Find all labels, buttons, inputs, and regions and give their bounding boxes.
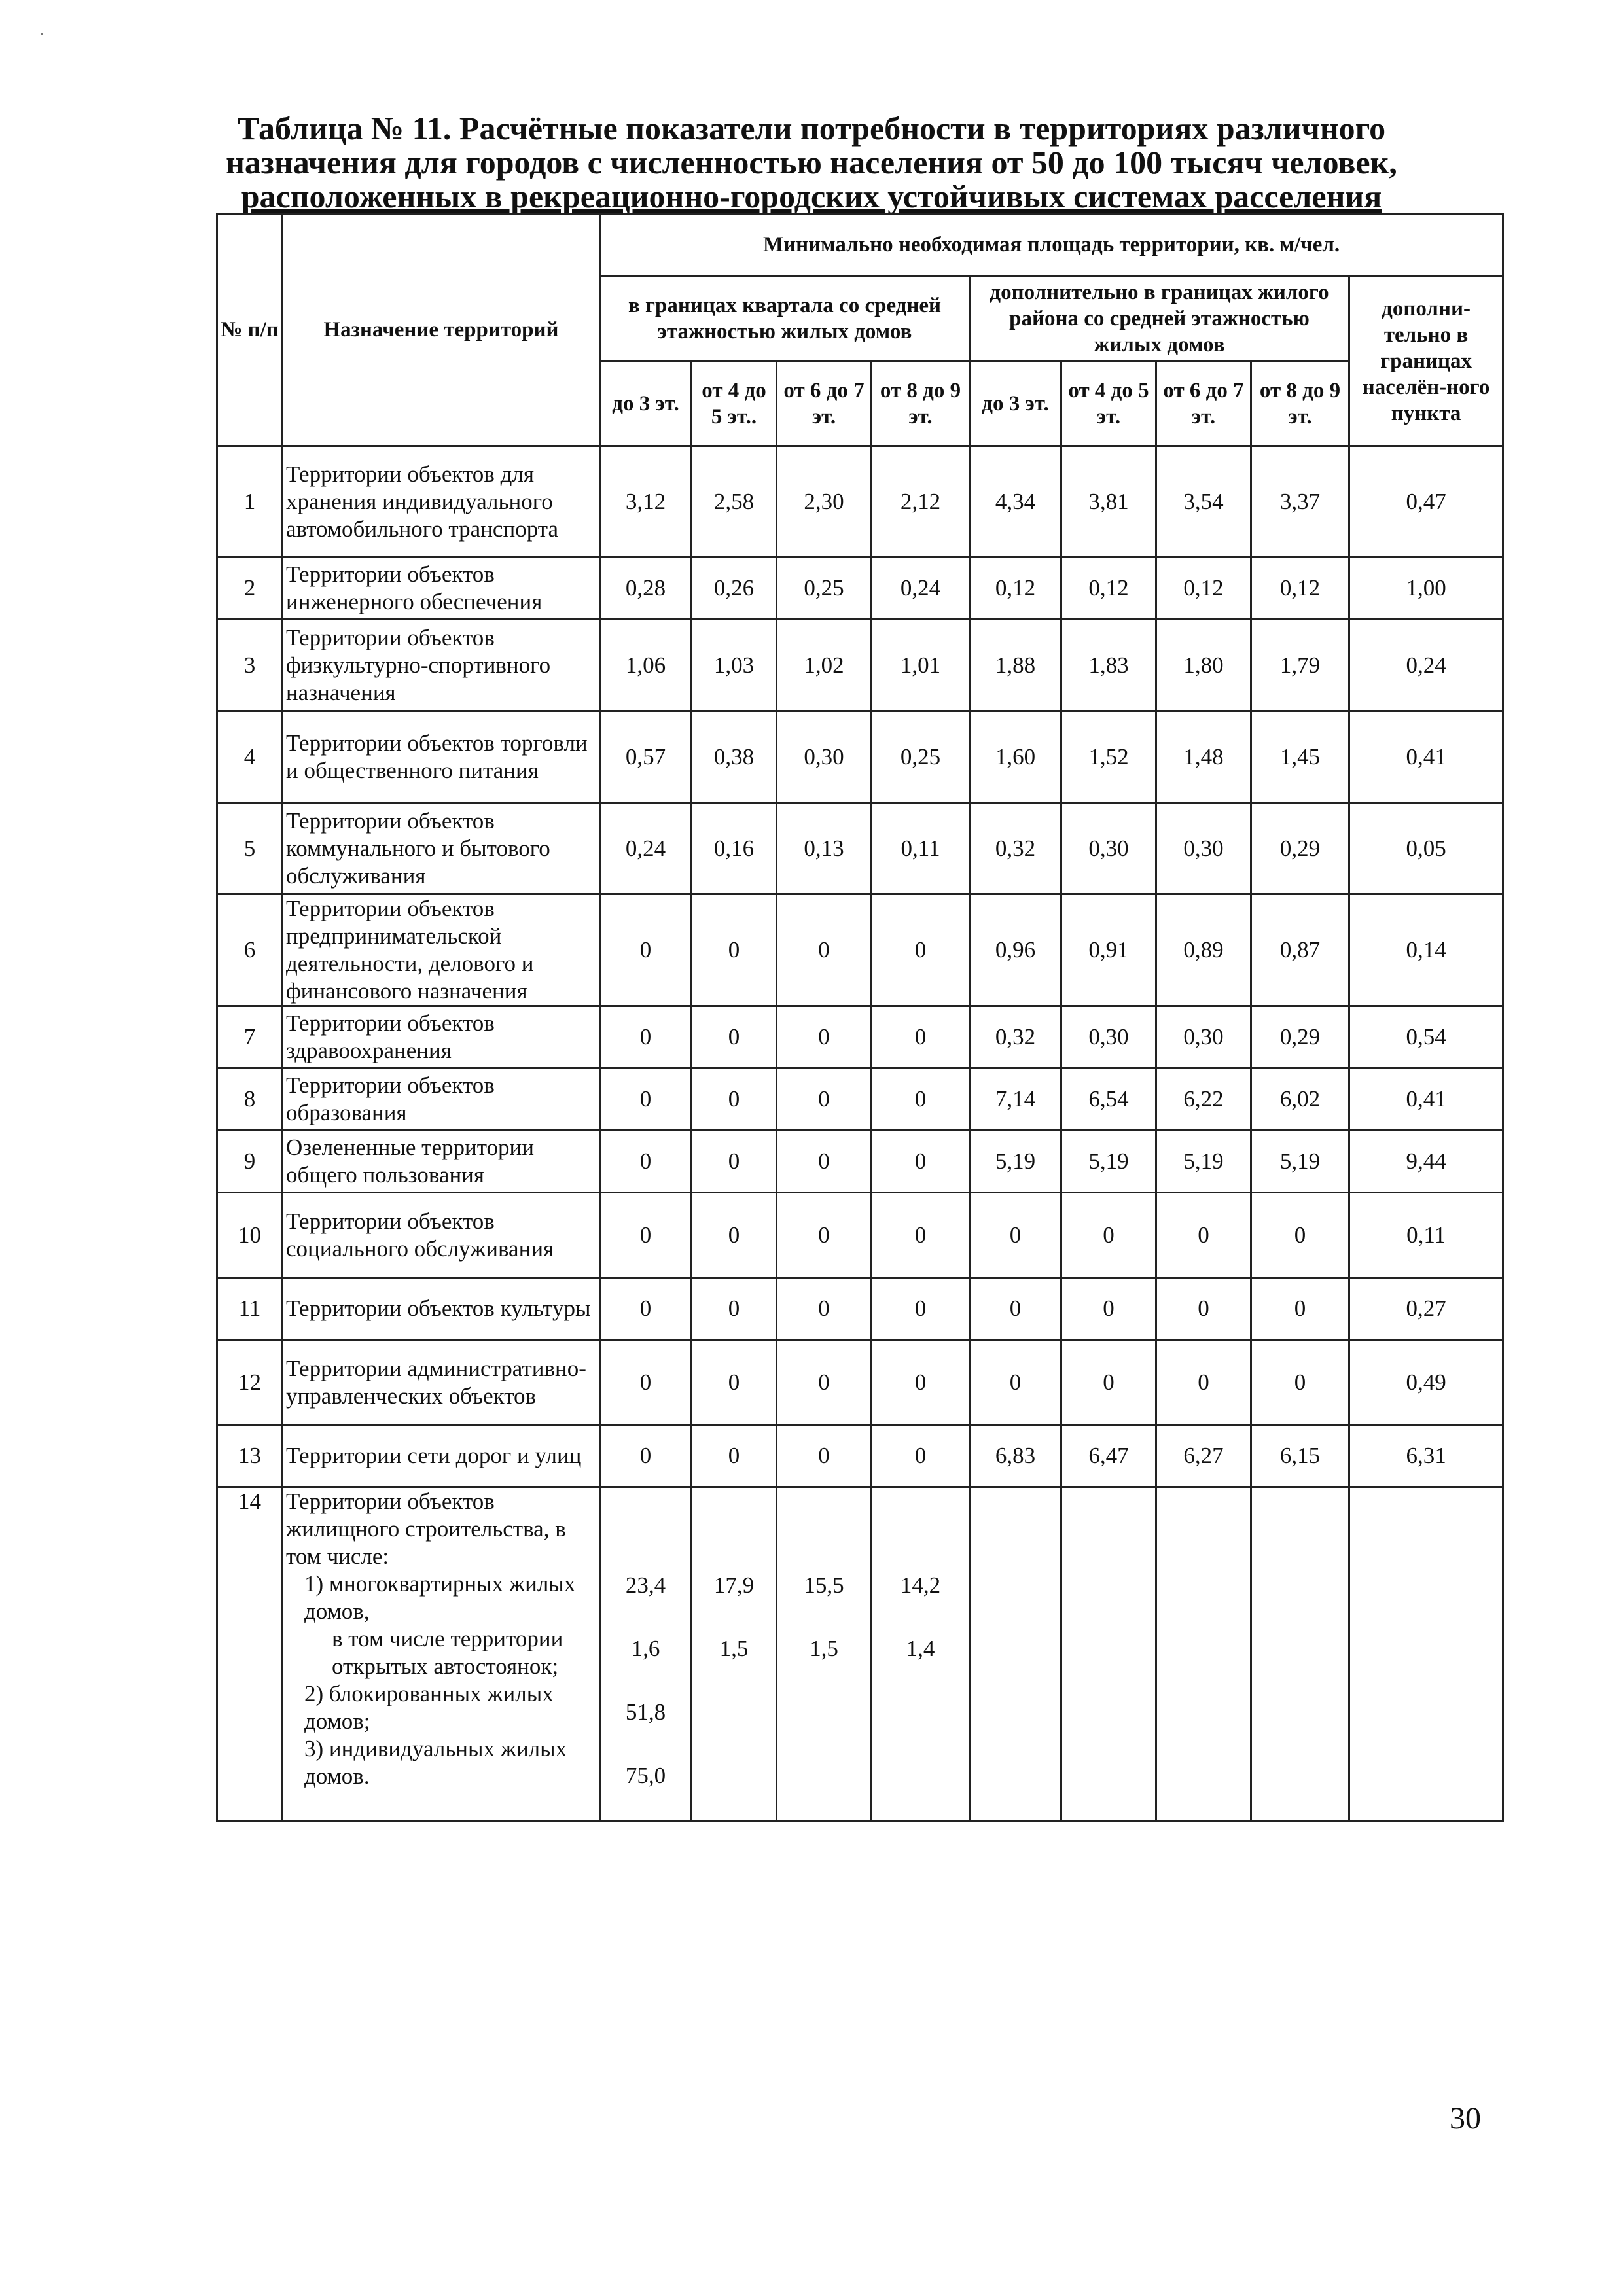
row-value: 0,12	[1156, 557, 1251, 620]
row14-value: 23,4	[625, 1572, 666, 1598]
row-value: 4,34	[970, 446, 1061, 557]
row-value: 0	[692, 1193, 777, 1278]
row-value: 0	[1251, 1193, 1349, 1278]
row-value: 1,52	[1061, 711, 1156, 803]
table-title	[216, 111, 1407, 213]
row-value: 0	[692, 1006, 777, 1069]
row-value	[692, 1487, 777, 1821]
row-value: 0,11	[1349, 1193, 1503, 1278]
row-value: 0,47	[1349, 446, 1503, 557]
title-line-1: Таблица № 11. Расчётные показатели потребности в территориях различного	[237, 110, 1386, 147]
row-value: 0,89	[1156, 894, 1251, 1006]
row-value: 1,45	[1251, 711, 1349, 803]
row-value: 0,30	[777, 711, 872, 803]
header-group-block: в границах квартала со средней этажностью жилых домов	[600, 276, 970, 361]
row-value: 0	[1156, 1193, 1251, 1278]
row14-sub2: 2) блокированных жилых домов;	[304, 1681, 554, 1734]
row-purpose: Территории объектов торговли и общественного питания	[283, 711, 600, 803]
row-value: 6,02	[1251, 1069, 1349, 1131]
row-value: 0,32	[970, 1006, 1061, 1069]
row-value: 0	[600, 1006, 692, 1069]
row14-sub1-parking: в том числе территории открытых автостоянок;	[332, 1626, 563, 1679]
empty-cell	[1061, 1487, 1156, 1821]
table-row	[217, 1069, 1503, 1131]
row-value: 0	[1251, 1278, 1349, 1340]
row-value: 0	[777, 1006, 872, 1069]
row-value: 0,25	[872, 711, 970, 803]
row-value: 0,14	[1349, 894, 1503, 1006]
header-group-district: дополнительно в границах жилого района со средней этажностью жилых домов	[970, 276, 1349, 361]
row-value: 0	[692, 1131, 777, 1193]
row-value: 0,87	[1251, 894, 1349, 1006]
row-number: 11	[217, 1278, 283, 1340]
row-value: 0,13	[777, 803, 872, 894]
row-number: 9	[217, 1131, 283, 1193]
table-row	[217, 1425, 1503, 1487]
row-value: 0	[692, 1340, 777, 1425]
row-value	[872, 1487, 970, 1821]
row-value: 1,60	[970, 711, 1061, 803]
row14-value: 51,8	[625, 1699, 666, 1725]
row-number: 1	[217, 446, 283, 557]
row-value: 0	[970, 1340, 1061, 1425]
row-value: 0	[600, 1131, 692, 1193]
header-floor-district-1: до 3 эт.	[970, 361, 1061, 446]
table-row	[217, 1131, 1503, 1193]
row14-value: 1,5	[719, 1636, 749, 1661]
row14-sub3: 3) индивидуальных жилых домов.	[304, 1736, 567, 1789]
row-value: 0,25	[777, 557, 872, 620]
row14-value: 1,5	[810, 1636, 838, 1661]
row-value: 0	[872, 1278, 970, 1340]
row-value: 0	[692, 1069, 777, 1131]
table-row	[217, 620, 1503, 711]
page-number: 30	[1450, 2101, 1481, 2136]
row14-title: Территории объектов жилищного строительства, в том числе:	[286, 1489, 566, 1569]
row-value: 0	[1156, 1340, 1251, 1425]
row-value: 0,05	[1349, 803, 1503, 894]
row-value: 5,19	[1061, 1131, 1156, 1193]
row-value: 2,12	[872, 446, 970, 557]
row-value: 0	[600, 1278, 692, 1340]
table-row	[217, 446, 1503, 557]
row14-value: 14,2	[900, 1572, 941, 1598]
row-value: 1,88	[970, 620, 1061, 711]
header-num: № п/п	[217, 214, 283, 446]
table-row	[217, 557, 1503, 620]
row-value: 0,16	[692, 803, 777, 894]
row-number: 6	[217, 894, 283, 1006]
row14-value: 15,5	[804, 1572, 844, 1598]
row-value: 1,06	[600, 620, 692, 711]
table-row	[217, 1278, 1503, 1340]
row-value: 0,96	[970, 894, 1061, 1006]
row-number: 3	[217, 620, 283, 711]
row-value: 0	[692, 894, 777, 1006]
header-floor-block-3: от 6 до 7 эт.	[777, 361, 872, 446]
row-number: 5	[217, 803, 283, 894]
row-purpose: Территории объектов инженерного обеспечения	[283, 557, 600, 620]
row-value: 0	[600, 1069, 692, 1131]
title-line-3: расположенных в рекреационно-городских устойчивых системах расселения	[241, 178, 1382, 215]
row-value: 6,22	[1156, 1069, 1251, 1131]
header-floor-district-4: от 8 до 9 эт.	[1251, 361, 1349, 446]
row-value: 0	[692, 1278, 777, 1340]
row-value: 0	[872, 1131, 970, 1193]
row-value: 0,32	[970, 803, 1061, 894]
row14-value: 75,0	[625, 1763, 666, 1788]
row-value: 0,24	[600, 803, 692, 894]
table-row	[217, 1006, 1503, 1069]
row-value: 0,24	[1349, 620, 1503, 711]
row-value: 0,30	[1061, 803, 1156, 894]
row-value: 0,41	[1349, 1069, 1503, 1131]
row-value: 3,37	[1251, 446, 1349, 557]
row-value: 0,49	[1349, 1340, 1503, 1425]
row14-value: 1,6	[631, 1636, 660, 1661]
row-value: 0,29	[1251, 803, 1349, 894]
row-value: 0,12	[970, 557, 1061, 620]
row14-value: 17,9	[713, 1572, 755, 1598]
row-value: 0,28	[600, 557, 692, 620]
empty-cell	[1251, 1487, 1349, 1821]
row-value: 0	[600, 1340, 692, 1425]
row-value: 0	[777, 1069, 872, 1131]
row-purpose	[283, 1487, 600, 1821]
row-value: 6,83	[970, 1425, 1061, 1487]
row-number: 14	[217, 1487, 283, 1821]
row-value: 0	[1061, 1193, 1156, 1278]
row-number: 4	[217, 711, 283, 803]
row-number: 2	[217, 557, 283, 620]
row-purpose: Территории объектов для хранения индивидуального автомобильного транспорта	[283, 446, 600, 557]
row-value: 0,26	[692, 557, 777, 620]
row-value: 0	[872, 894, 970, 1006]
row-purpose: Территории объектов социального обслуживания	[283, 1193, 600, 1278]
row-value: 0,29	[1251, 1006, 1349, 1069]
row14-sub1: 1) многоквартирных жилых домов,	[304, 1571, 576, 1624]
header-floor-block-4: от 8 до 9 эт.	[872, 361, 970, 446]
row-value: 0,57	[600, 711, 692, 803]
row-value: 6,47	[1061, 1425, 1156, 1487]
row-value: 1,02	[777, 620, 872, 711]
row-value: 7,14	[970, 1069, 1061, 1131]
row-value: 0,91	[1061, 894, 1156, 1006]
row-value: 0,41	[1349, 711, 1503, 803]
row-value: 0	[600, 1425, 692, 1487]
row-value: 0	[1061, 1340, 1156, 1425]
empty-cell	[1349, 1487, 1503, 1821]
row-value: 0	[872, 1006, 970, 1069]
row-value: 5,19	[1251, 1131, 1349, 1193]
row-number: 12	[217, 1340, 283, 1425]
row-value: 0	[777, 1340, 872, 1425]
table-row	[217, 1340, 1503, 1425]
row-value: 0	[777, 1131, 872, 1193]
row-value: 0,54	[1349, 1006, 1503, 1069]
row-purpose: Территории объектов здравоохранения	[283, 1006, 600, 1069]
row-purpose: Территории административно-управленческих объектов	[283, 1340, 600, 1425]
row-number: 10	[217, 1193, 283, 1278]
row-value: 1,83	[1061, 620, 1156, 711]
row-value: 3,54	[1156, 446, 1251, 557]
table-row	[217, 1193, 1503, 1278]
row-value: 0	[970, 1278, 1061, 1340]
row-value: 0	[1156, 1278, 1251, 1340]
row-purpose: Территории объектов культуры	[283, 1278, 600, 1340]
row-value: 2,30	[777, 446, 872, 557]
table-row	[217, 803, 1503, 894]
row-value: 0,12	[1061, 557, 1156, 620]
row-purpose: Озелененные территории общего пользования	[283, 1131, 600, 1193]
header-floor-block-2: от 4 до 5 эт..	[692, 361, 777, 446]
row-value: 0,12	[1251, 557, 1349, 620]
row-purpose: Территории сети дорог и улиц	[283, 1425, 600, 1487]
table-row	[217, 711, 1503, 803]
row-value: 0,24	[872, 557, 970, 620]
requirements-table	[216, 213, 1504, 1822]
row-value: 0	[1251, 1340, 1349, 1425]
row-value: 0	[872, 1069, 970, 1131]
row-value: 1,01	[872, 620, 970, 711]
row-purpose: Территории объектов предпринимательской деятельности, делового и финансового назначения	[283, 894, 600, 1006]
row-value: 5,19	[1156, 1131, 1251, 1193]
row-value: 0,27	[1349, 1278, 1503, 1340]
row-number: 7	[217, 1006, 283, 1069]
row-purpose: Территории объектов физкультурно-спортивного назначения	[283, 620, 600, 711]
row-value: 0	[777, 1193, 872, 1278]
row-value: 0	[1061, 1278, 1156, 1340]
row-purpose: Территории объектов коммунального и бытового обслуживания	[283, 803, 600, 894]
row-value: 3,81	[1061, 446, 1156, 557]
row-value: 5,19	[970, 1131, 1061, 1193]
row-value: 0	[872, 1340, 970, 1425]
row-value: 6,31	[1349, 1425, 1503, 1487]
table-row	[217, 894, 1503, 1006]
table-row	[217, 1487, 1503, 1821]
row-value: 3,12	[600, 446, 692, 557]
row-value	[600, 1487, 692, 1821]
header-min-area: Минимально необходимая площадь территории, кв. м/чел.	[600, 214, 1503, 276]
row-value: 0	[970, 1193, 1061, 1278]
row-value: 0	[872, 1193, 970, 1278]
row-purpose: Территории объектов образования	[283, 1069, 600, 1131]
row-value: 1,48	[1156, 711, 1251, 803]
row-value: 0	[872, 1425, 970, 1487]
row-value: 0	[600, 894, 692, 1006]
header-purpose: Назначение территорий	[283, 214, 600, 446]
row-value: 6,54	[1061, 1069, 1156, 1131]
row-value: 0,30	[1156, 803, 1251, 894]
row-value: 1,03	[692, 620, 777, 711]
row-value: 0	[600, 1193, 692, 1278]
header-floor-district-2: от 4 до 5 эт.	[1061, 361, 1156, 446]
empty-cell	[1156, 1487, 1251, 1821]
row-value: 2,58	[692, 446, 777, 557]
row-value	[777, 1487, 872, 1821]
row14-value: 1,4	[906, 1636, 935, 1661]
row-value: 0,11	[872, 803, 970, 894]
empty-cell	[970, 1487, 1061, 1821]
row-value: 6,27	[1156, 1425, 1251, 1487]
header-group-settlement: дополни-тельно в границах населён-ного пункта	[1349, 276, 1503, 446]
row-number: 8	[217, 1069, 283, 1131]
row-value: 9,44	[1349, 1131, 1503, 1193]
row-value: 1,80	[1156, 620, 1251, 711]
scan-speck	[41, 33, 43, 35]
header-floor-block-1: до 3 эт.	[600, 361, 692, 446]
row-value: 0,38	[692, 711, 777, 803]
row-value: 0,30	[1061, 1006, 1156, 1069]
row-value: 0,30	[1156, 1006, 1251, 1069]
row-value: 0	[777, 1425, 872, 1487]
row-value: 0	[777, 1278, 872, 1340]
row-value: 1,00	[1349, 557, 1503, 620]
row-number: 13	[217, 1425, 283, 1487]
title-line-2: назначения для городов с численностью населения от 50 до 100 тысяч человек,	[226, 144, 1397, 181]
header-floor-district-3: от 6 до 7 эт.	[1156, 361, 1251, 446]
row-value: 6,15	[1251, 1425, 1349, 1487]
row-value: 0	[777, 894, 872, 1006]
row-value: 1,79	[1251, 620, 1349, 711]
row-value: 0	[692, 1425, 777, 1487]
